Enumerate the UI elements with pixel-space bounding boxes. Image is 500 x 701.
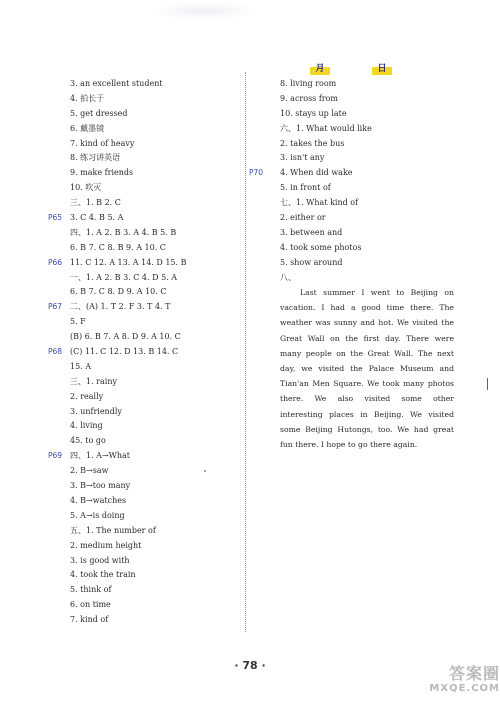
answer-line [258, 211, 458, 226]
answer-line [48, 241, 248, 256]
answer-line [258, 196, 458, 211]
day-label: 日 [374, 62, 390, 76]
answer-line [48, 315, 248, 330]
answer-text: 7. kind of [70, 615, 109, 625]
answer-text: (B) 6. B 7. A 8. D 9. A 10. C [70, 332, 181, 342]
answer-line [48, 494, 248, 509]
essay-text: Last summer I went to Beijing on vacation. I had a good time there. The weather was sunny and hot. We visited the Great Wall on the first day. There were many people on the Great Wall. The next day, we visited the Palace Museum and Tian'an Men Square. We took many photos there. We also visited some other interesting places in Beijing. We visited some Beijing Hutongs, too. We had great fun there. I hope to go there again. [280, 288, 454, 450]
answer-text: 2. medium height [70, 540, 142, 550]
answer-line [48, 598, 248, 613]
answer-text: 五、1. The number of [70, 525, 156, 535]
answer-line [258, 122, 458, 137]
answer-text: 二、(A) 1. T 2. F 3. T 4. T [70, 302, 171, 312]
answer-line [48, 330, 248, 345]
left-column [48, 77, 248, 628]
answer-text: 3. is good with [70, 555, 130, 565]
answer-line [48, 613, 248, 628]
answer-text: 5. A→is doing [70, 510, 125, 520]
month-label: 月 [312, 62, 328, 76]
answer-text: 8. 练习讲英语 [70, 153, 121, 163]
answer-line [48, 405, 248, 420]
answer-line [48, 137, 248, 152]
answer-text: 8. living room [280, 79, 337, 88]
answer-text: 5. F [70, 317, 86, 327]
answer-text: 3. unfriendly [70, 406, 122, 416]
page-marker: P65 [48, 213, 63, 223]
watermark-top: 答案圈 [448, 664, 500, 683]
answer-text: 45. to go [70, 436, 106, 446]
answer-line [48, 92, 248, 107]
answer-line [258, 256, 458, 271]
answer-text: (C) 11. C 12. D 13. B 14. C [70, 347, 179, 357]
page-marker: P68 [48, 347, 63, 357]
answer-text: 2. either or [280, 213, 326, 223]
answer-text: 10. stays up late [280, 108, 347, 118]
answer-line [48, 539, 248, 554]
answer-text: 6. on time [70, 600, 111, 610]
answer-text: 4. B→watches [70, 495, 127, 505]
answer-text: 一、1. A 2. B 3. C 4. D 5. A [70, 272, 178, 282]
answer-line [258, 226, 458, 241]
right-column [249, 77, 458, 285]
answer-line [48, 464, 248, 479]
answer-line [48, 166, 248, 181]
answer-line [48, 375, 248, 390]
answer-text: 5. think of [70, 585, 112, 595]
answer-line [48, 77, 248, 92]
answer-line [258, 92, 458, 107]
answer-line [48, 285, 248, 300]
answer-line [48, 226, 248, 241]
answer-line [48, 151, 248, 166]
answer-line [258, 241, 458, 256]
answer-text: 15. A [70, 361, 92, 371]
answer-line [48, 479, 248, 494]
page-marker: P70 [249, 168, 264, 178]
answer-text: 11. C 12. A 13. A 14. D 15. B [70, 257, 187, 267]
answer-line [258, 137, 458, 152]
answer-text: 4. living [70, 421, 103, 431]
answer-text: 四、1. A 2. B 3. A 4. B 5. B [70, 227, 177, 237]
answer-line [258, 151, 458, 166]
answer-line [48, 390, 248, 405]
answer-line [48, 434, 248, 449]
answer-line [258, 271, 458, 286]
answer-line [258, 181, 458, 196]
answer-text: 3. C 4. B 5. A [70, 213, 124, 223]
month-day-header [312, 62, 402, 78]
answer-text: 3. isn't any [280, 153, 325, 163]
answer-text: 5. show around [280, 257, 343, 267]
answer-line [48, 554, 248, 569]
answer-text: 5. in front of [280, 183, 331, 193]
answer-text: 3. between and [280, 227, 343, 237]
answer-line [48, 419, 248, 434]
answer-line [48, 181, 248, 196]
answer-line [48, 524, 248, 539]
answer-line [48, 256, 248, 271]
answer-line [48, 583, 248, 598]
answer-text: 3. an excellent student [70, 79, 163, 88]
answer-text: 4. took the train [70, 570, 136, 580]
margin-mark [487, 378, 488, 390]
answer-text: 2. takes the bus [280, 138, 345, 148]
page-number: · 78 · [234, 659, 266, 672]
answer-text: 4. When did wake [280, 168, 353, 178]
answer-line [258, 77, 458, 92]
answer-text: 八、 [280, 272, 296, 282]
answer-line [48, 509, 248, 524]
answer-line [48, 122, 248, 137]
answer-line [48, 360, 248, 375]
answer-text: 4. 拍长于 [70, 93, 105, 103]
answer-line [48, 211, 248, 226]
answer-text: 六、1. What would like [280, 123, 372, 133]
answer-line [48, 271, 248, 286]
answer-line [48, 568, 248, 583]
page-marker: P67 [48, 302, 63, 312]
answer-text: 6. 戴墨镜 [70, 123, 105, 133]
answer-text: 7. kind of heavy [70, 138, 135, 148]
answer-line [48, 449, 248, 464]
answer-text: 七、1. What kind of [280, 198, 359, 208]
answer-line [48, 345, 248, 360]
header-smudge [150, 2, 260, 20]
essay-paragraph [280, 285, 454, 452]
answer-text: 三、1. rainy [70, 376, 117, 386]
answer-text: 9. across from [280, 93, 339, 103]
answer-text: 4. took some photos [280, 242, 362, 252]
answer-line [48, 107, 248, 122]
answer-text: 2. B→saw [70, 466, 109, 476]
answer-text: 6. B 7. C 8. D 9. A 10. C [70, 287, 167, 297]
answer-line [48, 300, 248, 315]
answer-text: 四、1. A→What [70, 451, 131, 461]
watermark-bottom: MXQE.COM [429, 683, 500, 694]
watermark-logo [410, 665, 500, 701]
answer-text: 10. 吹灭 [70, 183, 102, 193]
answer-text: 3. B→too many [70, 481, 131, 491]
answer-text: 三、1. B 2. C [70, 198, 121, 208]
answer-text: 5. get dressed [70, 108, 128, 118]
page-marker: P69 [48, 451, 63, 461]
answer-text: 9. make friends [70, 168, 134, 178]
answer-line [48, 196, 248, 211]
speck [204, 470, 206, 472]
answer-line [249, 166, 458, 181]
page-marker: P66 [48, 257, 63, 267]
answer-line [258, 107, 458, 122]
answer-text: 2. really [70, 391, 104, 401]
answer-text: 6. B 7. C 8. B 9. A 10. C [70, 242, 166, 252]
